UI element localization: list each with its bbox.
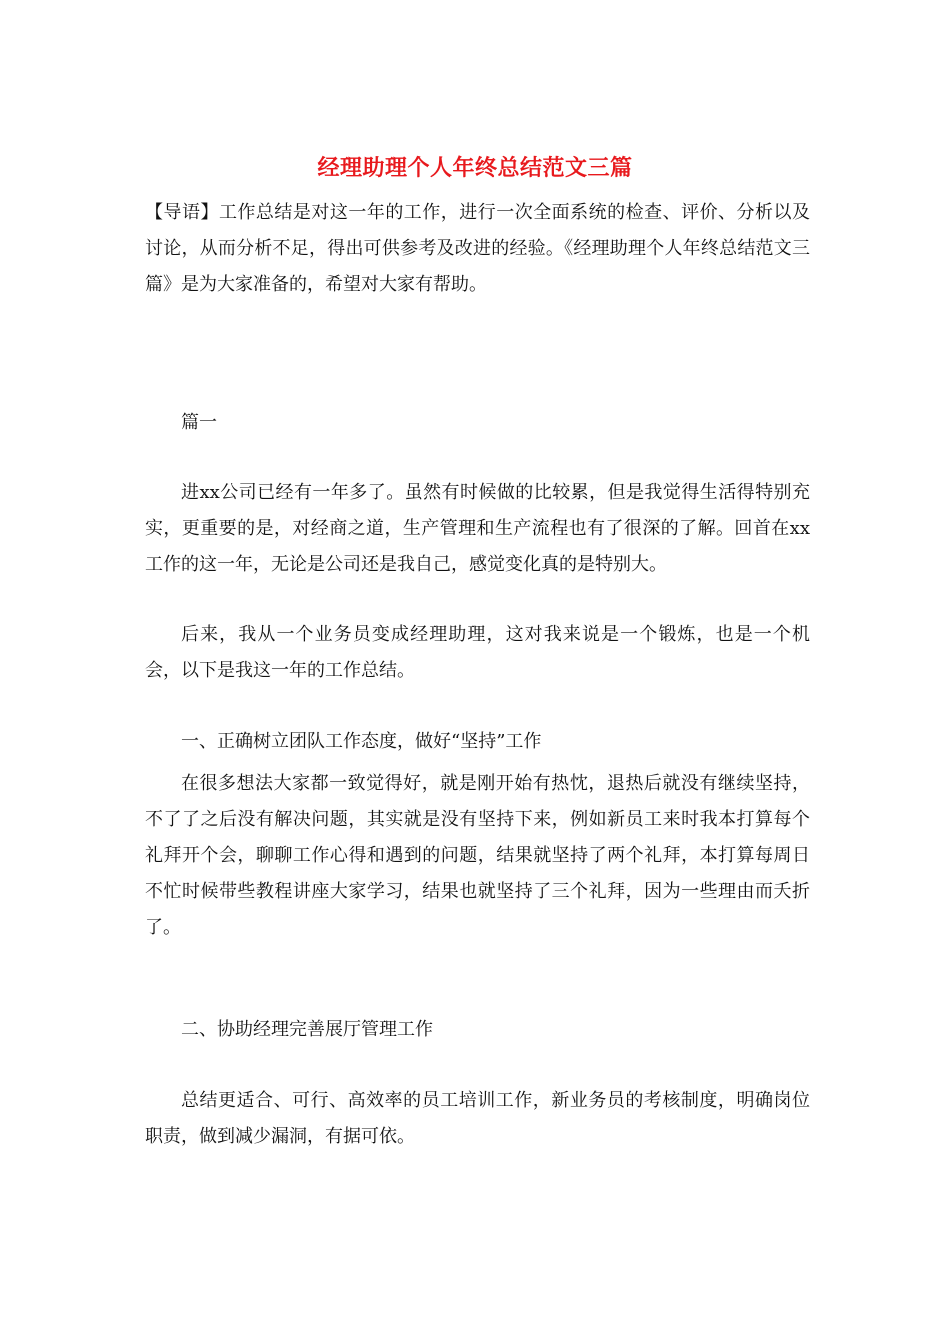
body-paragraph: 进xx公司已经有一年多了。虽然有时候做的比较累，但是我觉得生活得特别充实，更重要的是，对经商之道，生产管理和生产流程也有了很深的了解。回首在xx工作的这一年，无论是公司还是我自己，感觉变化真的是特别大。	[145, 482, 810, 575]
body-paragraph: 在很多想法大家都一致觉得好，就是刚开始有热忱，退热后就没有继续坚持，不了了之后没有解决问题，其实就是没有坚持下来，例如新员工来时我本打算每个礼拜开个会，聊聊工作心得和遇到的问题，结果就坚持了两个礼拜，本打算每周日不忙时候带些教程讲座大家学习，结果也就坚持了三个礼拜，因为一些理由而夭折了。	[145, 773, 810, 938]
section-heading: 二、协助经理完善展厅管理工作	[181, 1019, 433, 1040]
body-paragraph: 总结更适合、可行、高效率的员工培训工作，新业务员的考核制度，明确岗位职责，做到减少漏洞，有据可依。	[145, 1090, 810, 1147]
intro-paragraph: 【导语】工作总结是对这一年的工作，进行一次全面系统的检查、评价、分析以及讨论，从而分析不足，得出可供参考及改进的经验。《经理助理个人年终总结范文三篇》是为大家准备的，希望对大家有帮助。	[145, 202, 810, 295]
section-heading-part-one: 篇一	[181, 412, 217, 433]
document-title: 经理助理个人年终总结范文三篇	[317, 155, 633, 181]
section-heading: 一、正确树立团队工作态度，做好“坚持”工作	[181, 731, 542, 752]
body-paragraph: 后来，我从一个业务员变成经理助理，这对我来说是一个锻炼，也是一个机会，以下是我这一年的工作总结。	[145, 624, 810, 681]
